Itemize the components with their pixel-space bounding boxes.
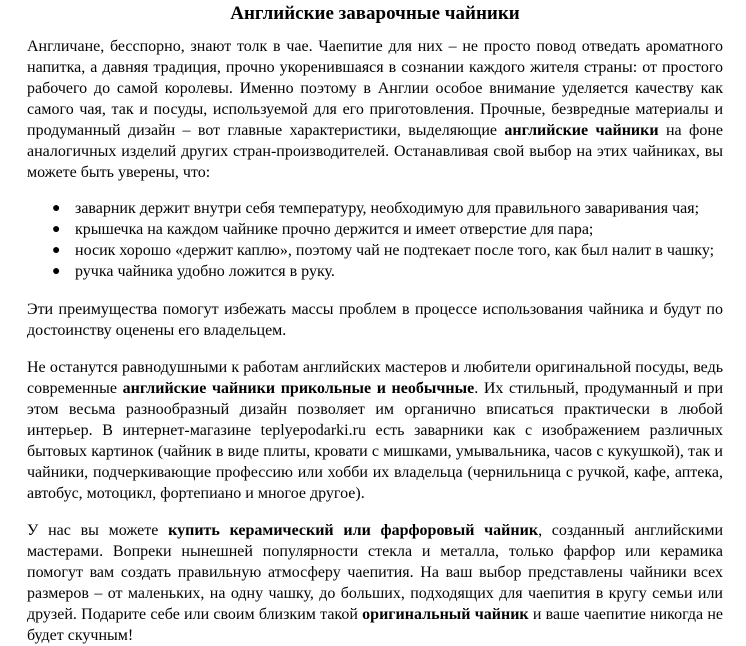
intro-bold-keyword: английские чайники — [504, 122, 659, 139]
purchase-bold-keyword: купить керамический или фарфоровый чайник — [168, 522, 539, 539]
list-item — [52, 198, 723, 219]
bullet-icon: ● — [52, 201, 61, 216]
list-item — [52, 240, 723, 261]
intro-paragraph — [27, 36, 723, 183]
purchase-text-1: У нас вы можете — [27, 522, 169, 539]
bullet-icon: ● — [52, 222, 61, 237]
intro-text-1: Англичане, бесспорно, знают толк в чае. Чаепитие для них – не просто повод отведать ароматного напитка, а давняя традиция, прочно укоренившаяся в сознании каждого жителя страны: от простого рабочего до самой королевы. Именно поэтому в Англии особое внимание уделяется качеству как самого чая, так и посуды, используемой для его приготовления. Прочные, безвредные материалы и продуманный дизайн – вот главные характеристики, выделяющие — [27, 38, 723, 139]
bullet-icon: ● — [52, 264, 61, 279]
purchase-text-2: , созданный английскими мастерами. Вопреки нынешней популярности стекла и металла, только фарфор или керамика помогут вам создать правильную атмосферу чаепития. На ваш выбор представлены чайники всех размеров – от маленьких, на одну чашку, до больших, подходящих для чаепития в кругу семьи или друзей. Подарите себе или своим близким такой — [27, 522, 724, 623]
purchase-paragraph — [27, 520, 723, 646]
list-item-text: ручка чайника удобно ложится в руку. — [75, 263, 335, 280]
list-item — [52, 219, 723, 240]
design-paragraph — [27, 357, 723, 504]
original-teapot-bold-keyword: оригинальный чайник — [362, 606, 529, 623]
features-list — [27, 198, 723, 282]
list-item-text: заварник держит внутри себя температуру, необходимую для правильного заваривания чая; — [75, 200, 700, 217]
benefits-paragraph: Эти преимущества помогут избежать массы проблем в процессе использования чайника и будут по достоинству оценены его владельцем. — [27, 301, 723, 339]
list-item — [52, 261, 723, 282]
bullet-icon: ● — [52, 243, 61, 258]
list-item-text: носик хорошо «держит каплю», поэтому чай не подтекает после того, как был налит в чашку; — [75, 242, 715, 259]
design-bold-keyword: английские чайники прикольные и необычные — [122, 380, 475, 397]
intro-text-2: на фоне аналогичных изделий других стран-производителей. Останавливая свой выбор на этих чайниках, вы можете быть уверены, что: — [27, 122, 723, 181]
design-text-2: . Их стильный, продуманный и при этом весьма разнообразный дизайн позволяет им органично вписаться практически в любой интерьер. В интернет-магазине teplyepodarki.ru есть заварники как с изображением различных бытовых картинок (чайник в виде плиты, кровати с мишками, умывальника, часов с кукушкой), так и чайники, подчеркивающие профессию или хобби их владельца (чернильница с ручкой, кафе, аптека, автобус, мотоцикл, фортепиано и многое другое). — [27, 380, 724, 502]
article-title: Английские заварочные чайники — [230, 3, 520, 24]
list-item-text: крышечка на каждом чайнике прочно держится и имеет отверстие для пара; — [75, 221, 594, 238]
design-text-1: Не останутся равнодушными к работам английских мастеров и любители оригинальной посуды, ведь современные — [27, 359, 723, 397]
purchase-text-3: и ваше чаепитие никогда не будет скучным! — [27, 606, 724, 644]
